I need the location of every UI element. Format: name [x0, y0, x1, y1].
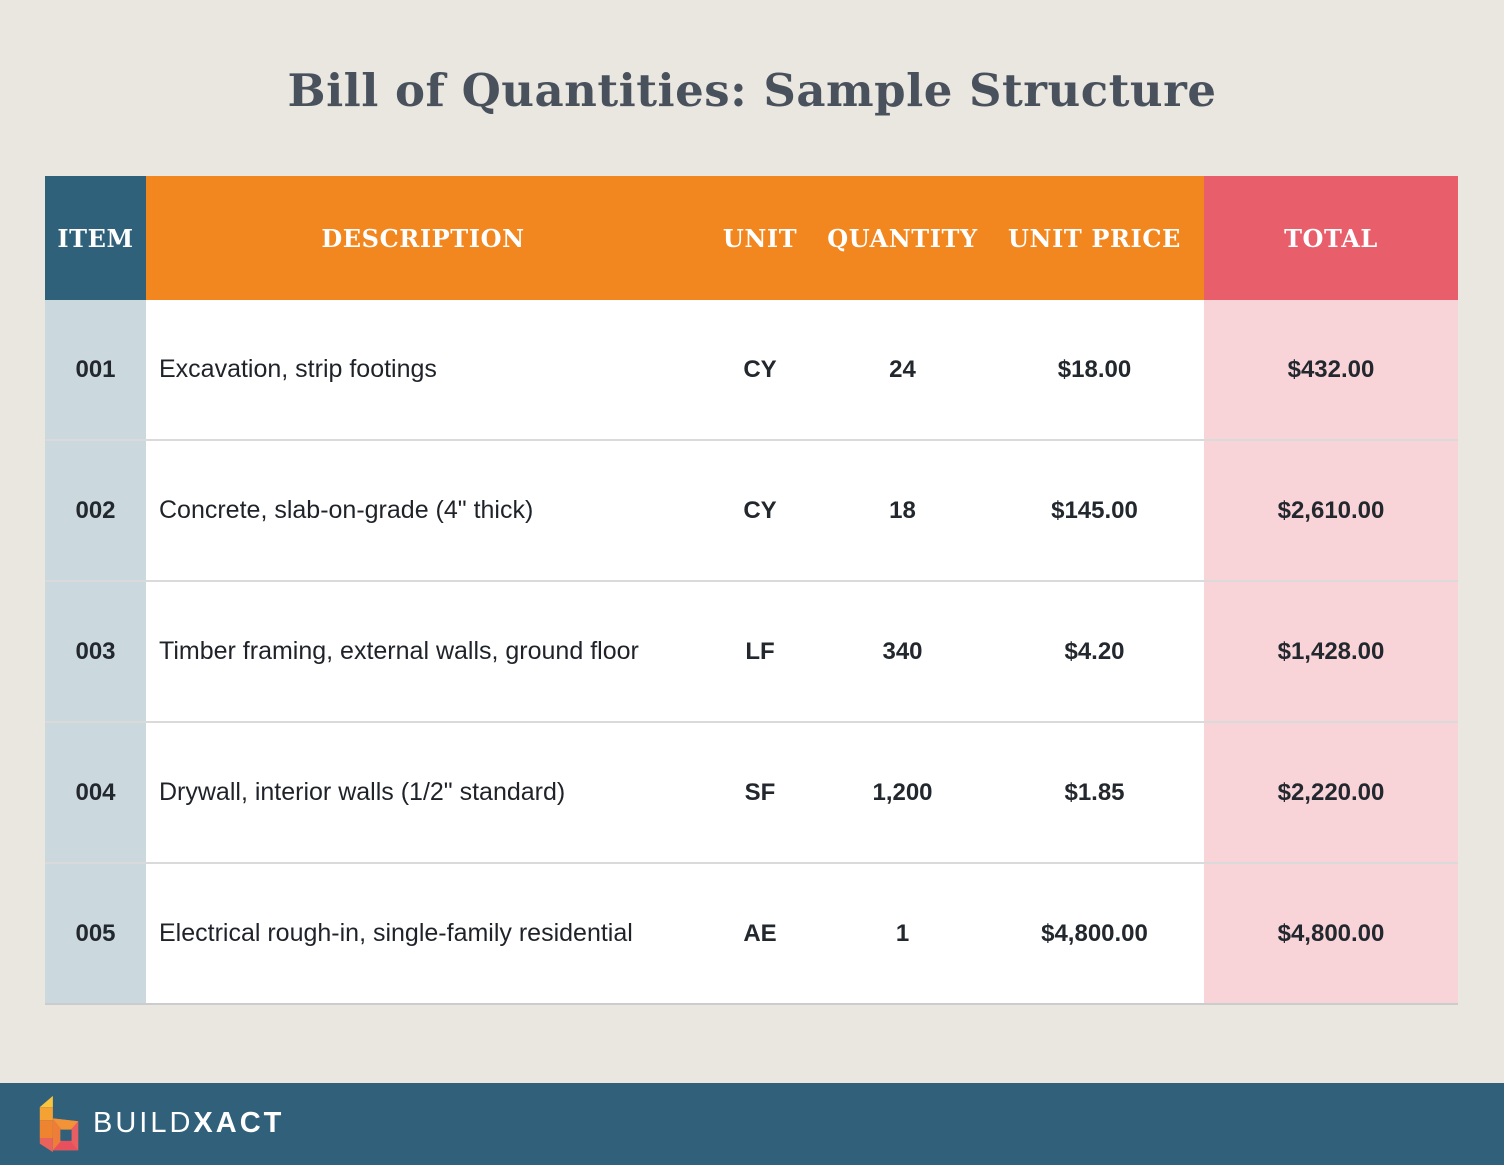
quantity-cell: 1,200: [872, 778, 933, 806]
buildxact-logo-text: [93, 1106, 285, 1140]
table-row: [45, 300, 1458, 439]
quantity-cell: 24: [889, 355, 916, 383]
unit-cell: LF: [745, 637, 775, 665]
total-cell: $4,800.00: [1204, 864, 1458, 1003]
brand-regular: BUILD: [93, 1106, 194, 1139]
description-cell: Drywall, interior walls (1/2" standard): [159, 778, 566, 806]
quantity-cell: 340: [882, 637, 923, 665]
unit-price-cell: $18.00: [1057, 355, 1132, 383]
unit-price-cell: $1.85: [1064, 778, 1125, 806]
brand-bold: XACT: [193, 1106, 285, 1139]
column-header-unit: UNIT: [700, 176, 820, 300]
table-row: [45, 439, 1458, 580]
total-cell: $2,220.00: [1204, 723, 1458, 862]
unit-price-cell: $4.20: [1064, 637, 1125, 665]
unit-price-cell: $4,800.00: [1041, 919, 1148, 947]
quantity-cell: 18: [889, 496, 916, 524]
page-title: Bill of Quantities: Sample Structure: [287, 64, 1217, 117]
footer-bar: [0, 1083, 1504, 1165]
item-cell: 003: [45, 582, 146, 721]
item-cell: 004: [45, 723, 146, 862]
unit-cell: AE: [743, 919, 777, 947]
bill-of-quantities-table: [45, 176, 1458, 1005]
buildxact-logo-icon: [36, 1095, 81, 1153]
total-cell: $2,610.00: [1204, 441, 1458, 580]
item-cell: 005: [45, 864, 146, 1003]
table-header-row: [45, 176, 1458, 300]
item-cell: 002: [45, 441, 146, 580]
unit-price-cell: $145.00: [1051, 496, 1138, 524]
total-cell: $432.00: [1204, 300, 1458, 439]
column-header-description: DESCRIPTION: [146, 176, 700, 300]
description-cell: Timber framing, external walls, ground floor: [159, 637, 639, 665]
table-row: [45, 721, 1458, 862]
unit-cell: SF: [744, 778, 776, 806]
description-cell: Electrical rough-in, single-family residential: [159, 919, 633, 947]
quantity-cell: 1: [895, 919, 910, 947]
item-cell: 001: [45, 300, 146, 439]
column-header-item: ITEM: [45, 176, 146, 300]
unit-cell: CY: [743, 355, 777, 383]
table-row: [45, 862, 1458, 1003]
column-header-total: TOTAL: [1204, 176, 1458, 300]
description-cell: Excavation, strip footings: [159, 355, 437, 383]
total-cell: $1,428.00: [1204, 582, 1458, 721]
column-header-unit-price: UNIT PRICE: [985, 176, 1204, 300]
unit-cell: CY: [743, 496, 777, 524]
table-row: [45, 580, 1458, 721]
description-cell: Concrete, slab-on-grade (4" thick): [159, 496, 534, 524]
column-header-quantity: QUANTITY: [820, 176, 985, 300]
